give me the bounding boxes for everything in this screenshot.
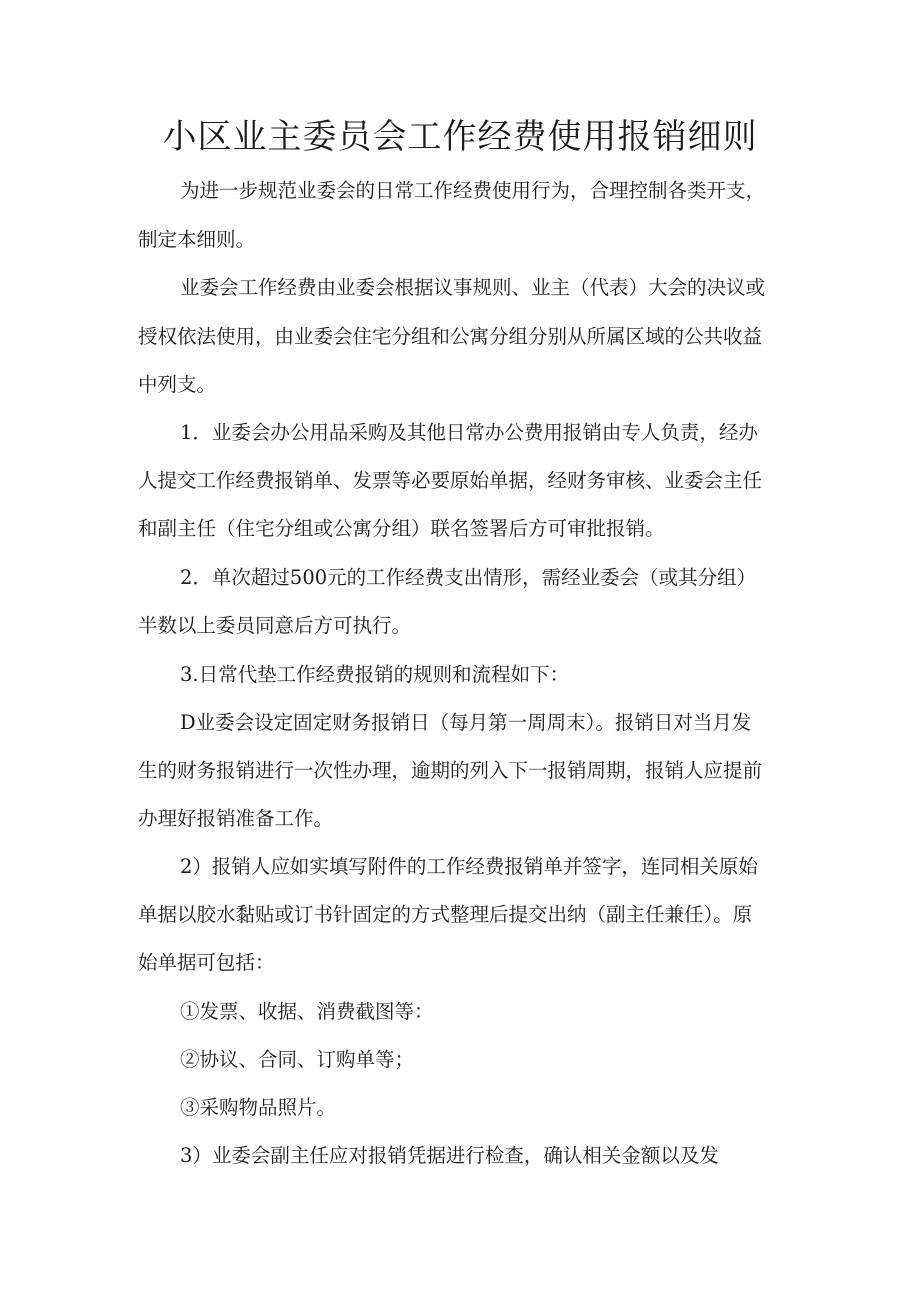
body-line: 和副主任（住宅分组或公寓分组）联名签署后方可审批报销。 [138,517,665,540]
body-line: D业委会设定固定财务报销日（每月第一周周末）。报销日对当月发 [180,711,752,734]
body-line: 人提交工作经费报销单、发票等必要原始单据，经财务审核、业委会主任 [138,469,763,492]
body-line: 3.日常代垫工作经费报销的规则和流程如下： [180,663,570,686]
body-line: 3）业委会副主任应对报销凭据进行检查，确认相关金额以及发 [180,1144,719,1167]
body-line: 单据以胶水黏贴或订书针固定的方式整理后提交出纳（副主任兼任）。原 [138,903,753,926]
body-line: 2）报销人应如实填写附件的工作经费报销单并签字，连同相关原始 [180,855,758,878]
body-line: 中列支。 [138,373,217,396]
body-line: 生的财务报销进行一次性办理，逾期的列入下一报销周期，报销人应提前 [138,759,763,782]
body-line: 制定本细则。 [138,228,256,251]
document-title: 小区业主委员会工作经费使用报销细则 [162,117,758,157]
body-line: 始单据可包括： [138,951,275,974]
body-line: 1．业委会办公用品采购及其他日常办公费用报销由专人负责，经办 [180,421,758,444]
body-line: 为进一步规范业委会的日常工作经费使用行为，合理控制各类开支， [180,179,766,202]
body-line: ③采购物品照片。 [180,1096,337,1119]
body-line: 办理好报销准备工作。 [138,807,334,830]
body-line: ①发票、收据、消费截图等： [180,1000,434,1023]
body-line: 2．单次超过500元的工作经费支出情形，需经业委会（或其分组） [180,566,757,589]
body-line: ②协议、合同、订购单等； [180,1048,415,1071]
body-line: 授权依法使用，由业委会住宅分组和公寓分组分别从所属区域的公共收益 [138,325,763,348]
body-line: 业委会工作经费由业委会根据议事规则、业主（代表）大会的决议或 [180,276,766,299]
body-line: 半数以上委员同意后方可执行。 [138,614,412,637]
